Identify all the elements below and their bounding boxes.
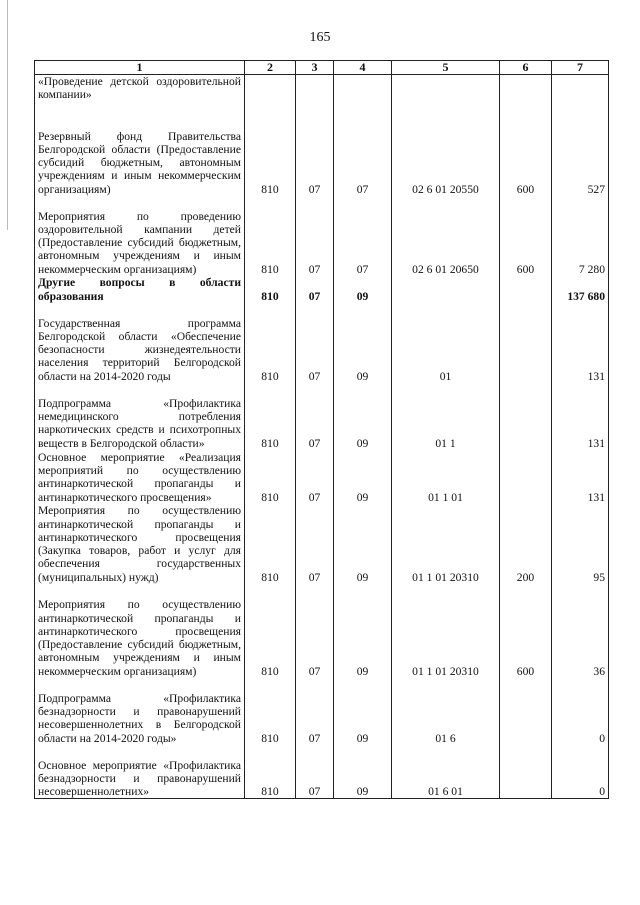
cell-target-code: 01 1 01 [392, 450, 500, 504]
cell-section: 07 [296, 383, 334, 450]
table-row [35, 504, 609, 584]
table-row [35, 450, 609, 504]
cell-target-code [392, 276, 500, 303]
table-row [35, 303, 609, 383]
cell-expense-type [500, 303, 552, 383]
cell-target-code: 01 1 01 20310 [392, 504, 500, 584]
cell-amount: 137 680 [552, 276, 609, 303]
cell-ministry: 810 [245, 196, 296, 276]
cell-target-code [392, 75, 500, 104]
cell-ministry: 810 [245, 745, 296, 799]
table-row [35, 584, 609, 678]
row-name: Основное мероприятие «Реализация мероприятий по осуществлению антинаркотической пропаганды и антинаркотического просвещения» [35, 450, 245, 504]
header-col-3: 3 [296, 61, 334, 75]
table-row [35, 678, 609, 745]
row-name: Подпрограмма «Профилактика безнадзорности и правонарушений несовершеннолетних в Белгородской области на 2014-2020 годы» [35, 678, 245, 745]
header-row [35, 61, 609, 75]
cell-section: 07 [296, 303, 334, 383]
binding-margin-line [7, 0, 8, 230]
cell-subsection: 09 [334, 584, 392, 678]
cell-ministry [245, 75, 296, 104]
row-name: Мероприятия по осуществлению антинаркотической пропаганды и антинаркотического просвещения (Предоставление субсидий бюджетным, автономным учреждениям и иным некоммерческим организациям) [35, 584, 245, 678]
cell-amount: 131 [552, 383, 609, 450]
table-row [35, 104, 609, 196]
cell-amount: 36 [552, 584, 609, 678]
cell-section: 07 [296, 450, 334, 504]
cell-section [296, 75, 334, 104]
cell-subsection: 09 [334, 504, 392, 584]
cell-target-code: 01 6 [392, 678, 500, 745]
cell-expense-type [500, 450, 552, 504]
row-name: Государственная программа Белгородской области «Обеспечение безопасности жизнедеятельности населения территорий Белгородской области на 2014-2020 годы [35, 303, 245, 383]
row-name: Мероприятия по проведению оздоровительной кампании детей (Предоставление субсидий бюджетным, автономным учреждениям и иным некоммерческим организациям) [35, 196, 245, 276]
cell-section: 07 [296, 678, 334, 745]
row-name: Подпрограмма «Профилактика немедицинского потребления наркотических средств и психотропных веществ в Белгородской области» [35, 383, 245, 450]
cell-subsection: 09 [334, 450, 392, 504]
cell-section: 07 [296, 104, 334, 196]
cell-expense-type [500, 745, 552, 799]
cell-section: 07 [296, 584, 334, 678]
cell-subsection: 09 [334, 276, 392, 303]
table-row [35, 745, 609, 799]
cell-ministry: 810 [245, 678, 296, 745]
header-col-1: 1 [35, 61, 245, 75]
header-col-5: 5 [392, 61, 500, 75]
cell-amount: 527 [552, 104, 609, 196]
row-name: Другие вопросы в области образования [35, 276, 245, 303]
page-number: 165 [309, 30, 331, 45]
row-name: «Проведение детской оздоровительной компании» [35, 75, 245, 104]
cell-expense-type [500, 678, 552, 745]
cell-target-code: 01 6 01 [392, 745, 500, 799]
cell-subsection: 09 [334, 678, 392, 745]
cell-amount: 0 [552, 678, 609, 745]
table-row [35, 196, 609, 276]
row-name: Резервный фонд Правительства Белгородской области (Предоставление субсидий бюджетным, автономным учреждениям и иным некоммерческим организациям) [35, 104, 245, 196]
cell-amount [552, 75, 609, 104]
cell-section: 07 [296, 196, 334, 276]
row-name: Мероприятия по осуществлению антинаркотической пропаганды и антинаркотического просвещения (Закупка товаров, работ и услуг для обеспечения государственных (муниципальных) нужд) [35, 504, 245, 584]
cell-subsection: 07 [334, 104, 392, 196]
cell-target-code: 02 6 01 20550 [392, 104, 500, 196]
cell-expense-type: 600 [500, 196, 552, 276]
cell-target-code: 02 6 01 20650 [392, 196, 500, 276]
cell-ministry: 810 [245, 584, 296, 678]
cell-amount: 131 [552, 450, 609, 504]
table-row [35, 276, 609, 303]
cell-target-code: 01 [392, 303, 500, 383]
budget-table [34, 60, 609, 799]
cell-amount: 131 [552, 303, 609, 383]
header-col-7: 7 [552, 61, 609, 75]
header-col-2: 2 [245, 61, 296, 75]
header-col-6: 6 [500, 61, 552, 75]
cell-subsection: 07 [334, 196, 392, 276]
cell-target-code: 01 1 01 20310 [392, 584, 500, 678]
cell-ministry: 810 [245, 450, 296, 504]
cell-amount: 7 280 [552, 196, 609, 276]
cell-ministry: 810 [245, 504, 296, 584]
cell-subsection: 09 [334, 745, 392, 799]
cell-amount: 95 [552, 504, 609, 584]
cell-section: 07 [296, 745, 334, 799]
cell-ministry: 810 [245, 303, 296, 383]
table-row [35, 75, 609, 104]
cell-expense-type: 600 [500, 584, 552, 678]
row-name: Основное мероприятие «Профилактика безнадзорности и правонарушений несовершеннолетних» [35, 745, 245, 799]
cell-subsection: 09 [334, 383, 392, 450]
cell-expense-type [500, 383, 552, 450]
cell-subsection [334, 75, 392, 104]
cell-subsection: 09 [334, 303, 392, 383]
cell-section: 07 [296, 504, 334, 584]
cell-section: 07 [296, 276, 334, 303]
cell-target-code: 01 1 [392, 383, 500, 450]
header-col-4: 4 [334, 61, 392, 75]
table-row [35, 383, 609, 450]
cell-expense-type [500, 75, 552, 104]
cell-expense-type: 600 [500, 104, 552, 196]
cell-expense-type: 200 [500, 504, 552, 584]
cell-ministry: 810 [245, 383, 296, 450]
cell-ministry: 810 [245, 104, 296, 196]
cell-ministry: 810 [245, 276, 296, 303]
cell-amount: 0 [552, 745, 609, 799]
cell-expense-type [500, 276, 552, 303]
